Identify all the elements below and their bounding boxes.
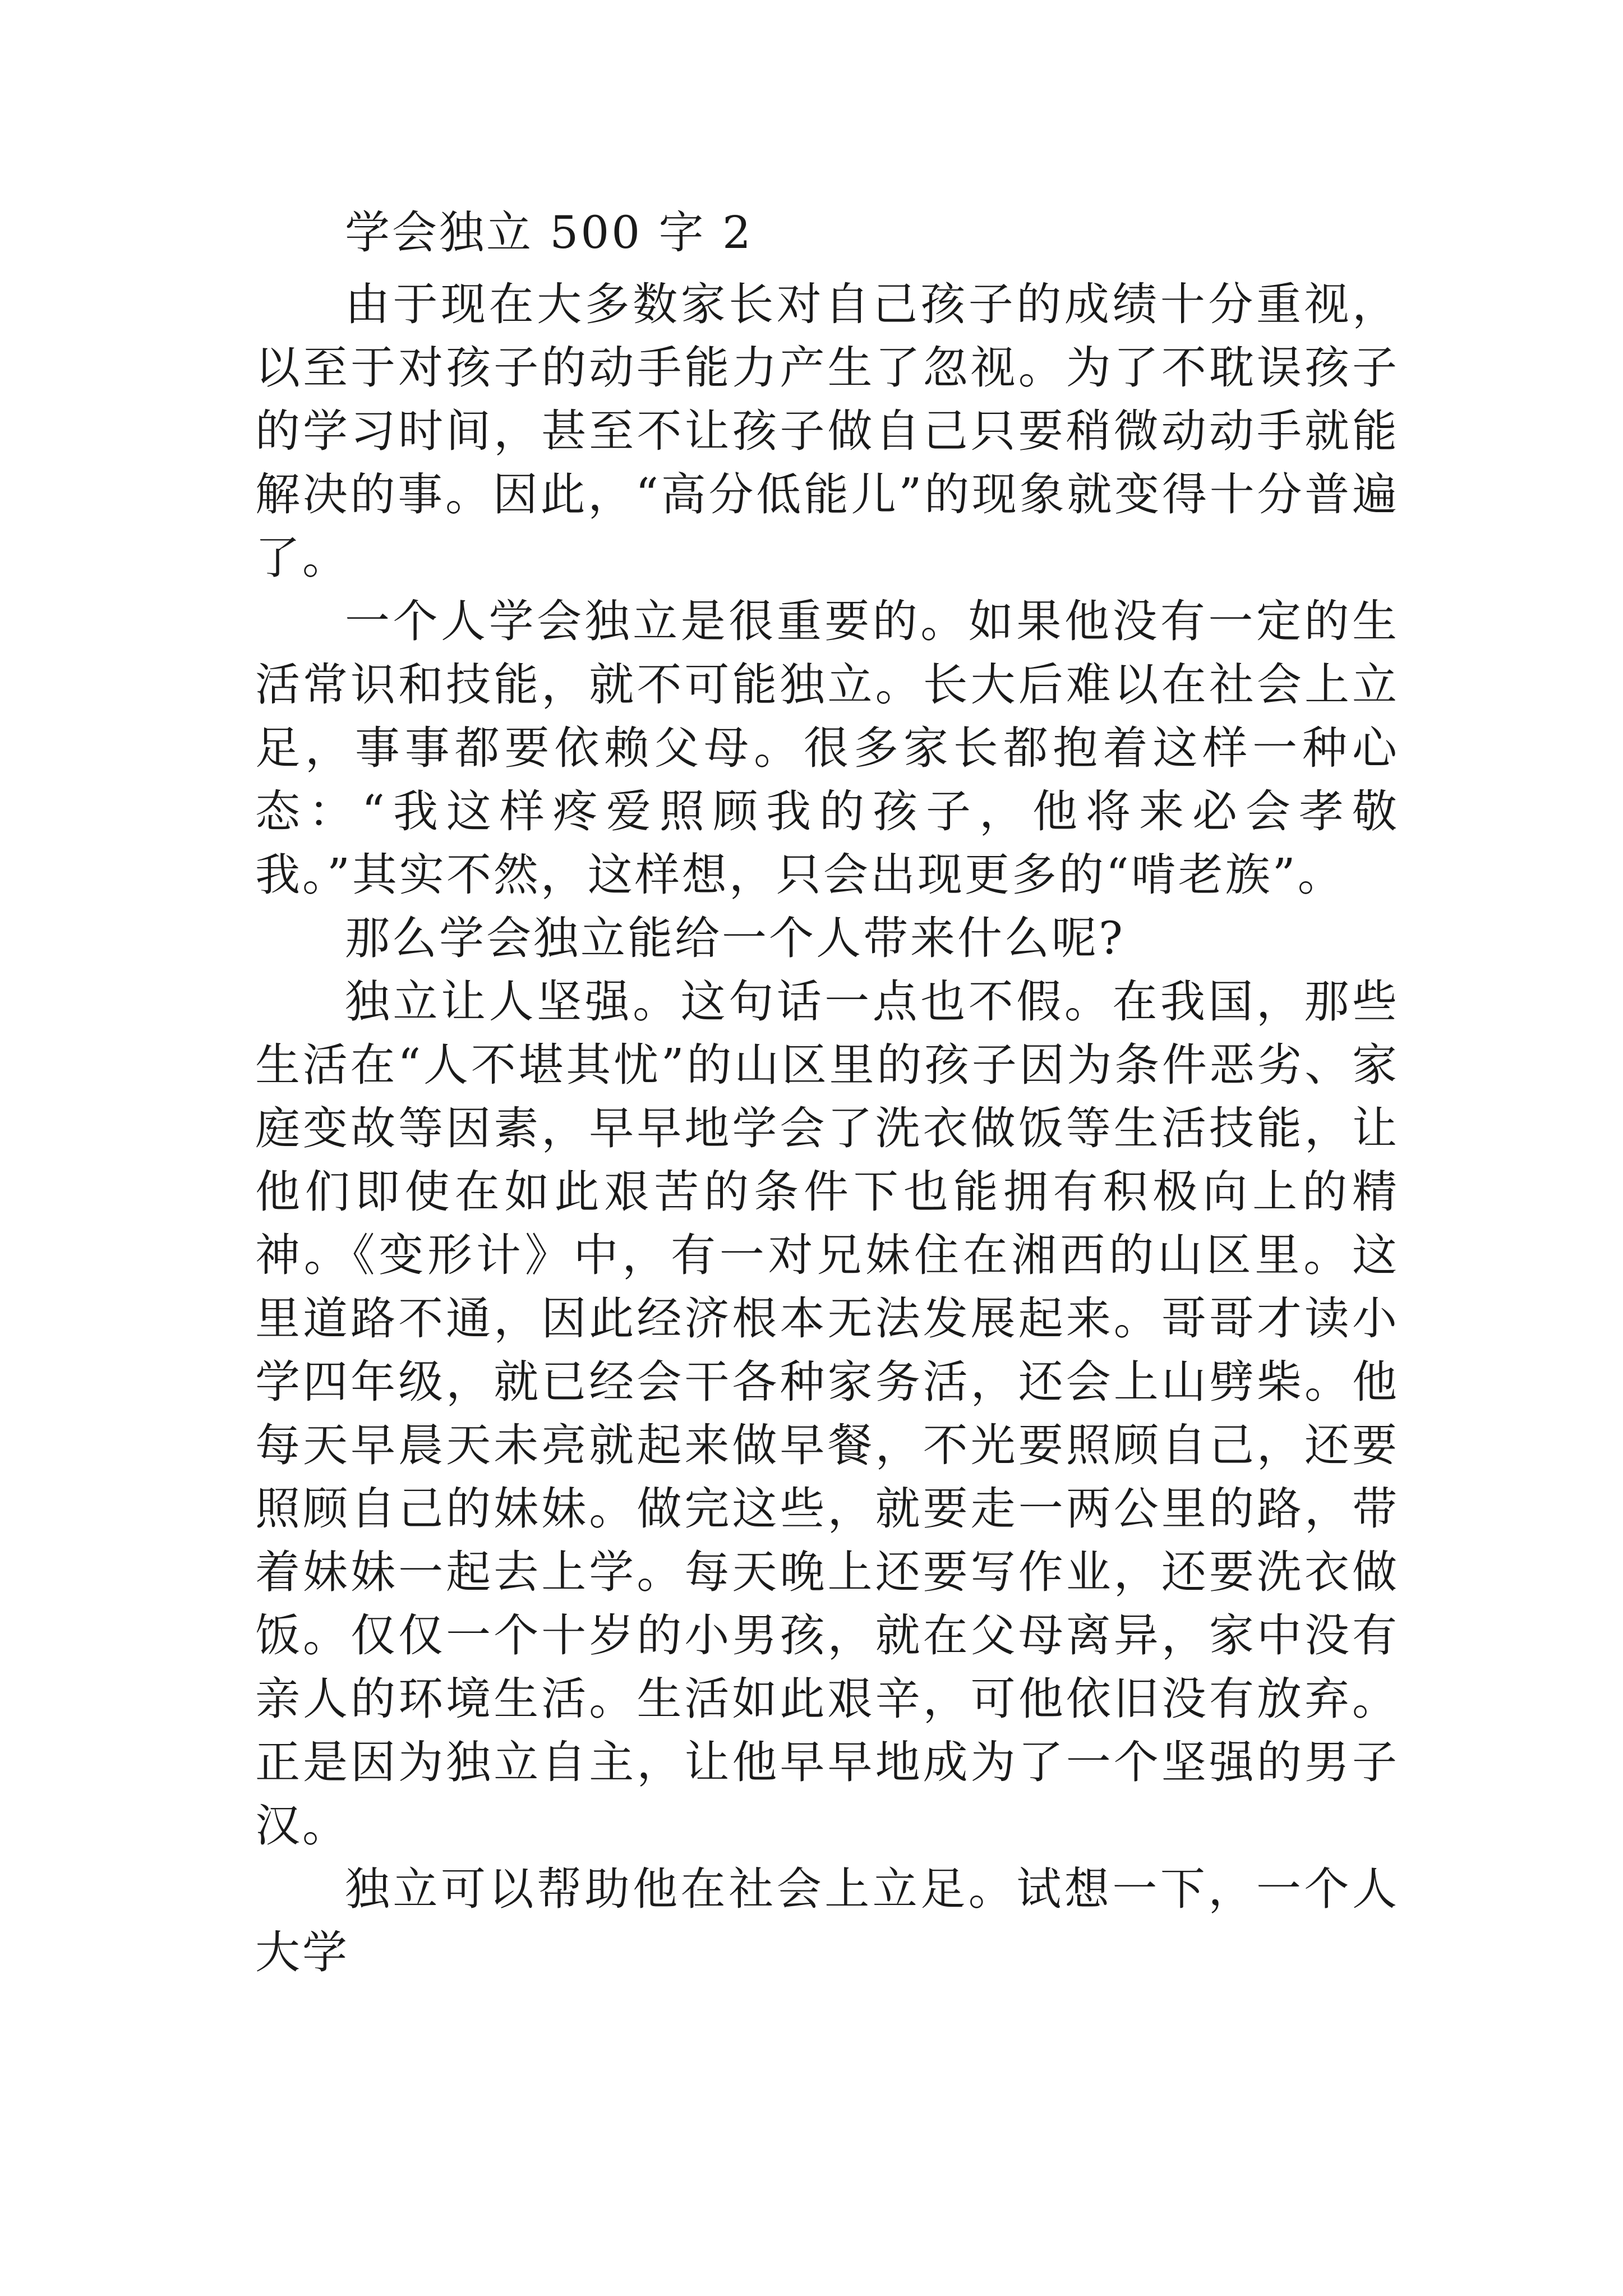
paragraph-1: 由于现在大多数家长对自己孩子的成绩十分重视，以至于对孩子的动手能力产生了忽视。为了不耽误孩子的学习时间，甚至不让孩子做自己只要稍微动动手就能解决的事。因此，“高分低能儿”的现象就变得十分普遍了。 xyxy=(255,278,1399,584)
paragraph-5: 独立可以帮助他在社会上立足。试想一下，一个人大学 xyxy=(255,1863,1399,1978)
paragraph-2: 一个人学会独立是很重要的。如果他没有一定的生活常识和技能，就不可能独立。长大后难以在社会上立足，事事都要依赖父母。很多家长都抱着这样一种心态：“我这样疼爱照顾我的孩子，他将来必会孝敬我。”其实不然，这样想，只会出现更多的“啃老族”。 xyxy=(255,595,1399,901)
document-body xyxy=(255,201,1399,1984)
document-title: 学会独立 500 字 2 xyxy=(345,206,753,259)
paragraph-4: 独立让人坚强。这句话一点也不假。在我国，那些生活在“人不堪其忧”的山区里的孩子因为条件恶劣、家庭变故等因素，早早地学会了洗衣做饭等生活技能，让他们即使在如此艰苦的条件下也能拥有积极向上的精神。《变形计》中，有一对兄妹住在湘西的山区里。这里道路不通，因此经济根本无法发展起来。哥哥才读小学四年级，就已经会干各种家务活，还会上山劈柴。他每天早晨天未亮就起来做早餐，不光要照顾自己，还要照顾自己的妹妹。做完这些，就要走一两公里的路，带着妹妹一起去上学。每天晚上还要写作业，还要洗衣做饭。仅仅一个十岁的小男孩，就在父母离异，家中没有亲人的环境生活。生活如此艰辛，可他依旧没有放弃。正是因为独立自主，让他早早地成为了一个坚强的男子汉。 xyxy=(255,976,1399,1852)
paragraph-3: 那么学会独立能给一个人带来什么呢? xyxy=(345,912,1125,964)
